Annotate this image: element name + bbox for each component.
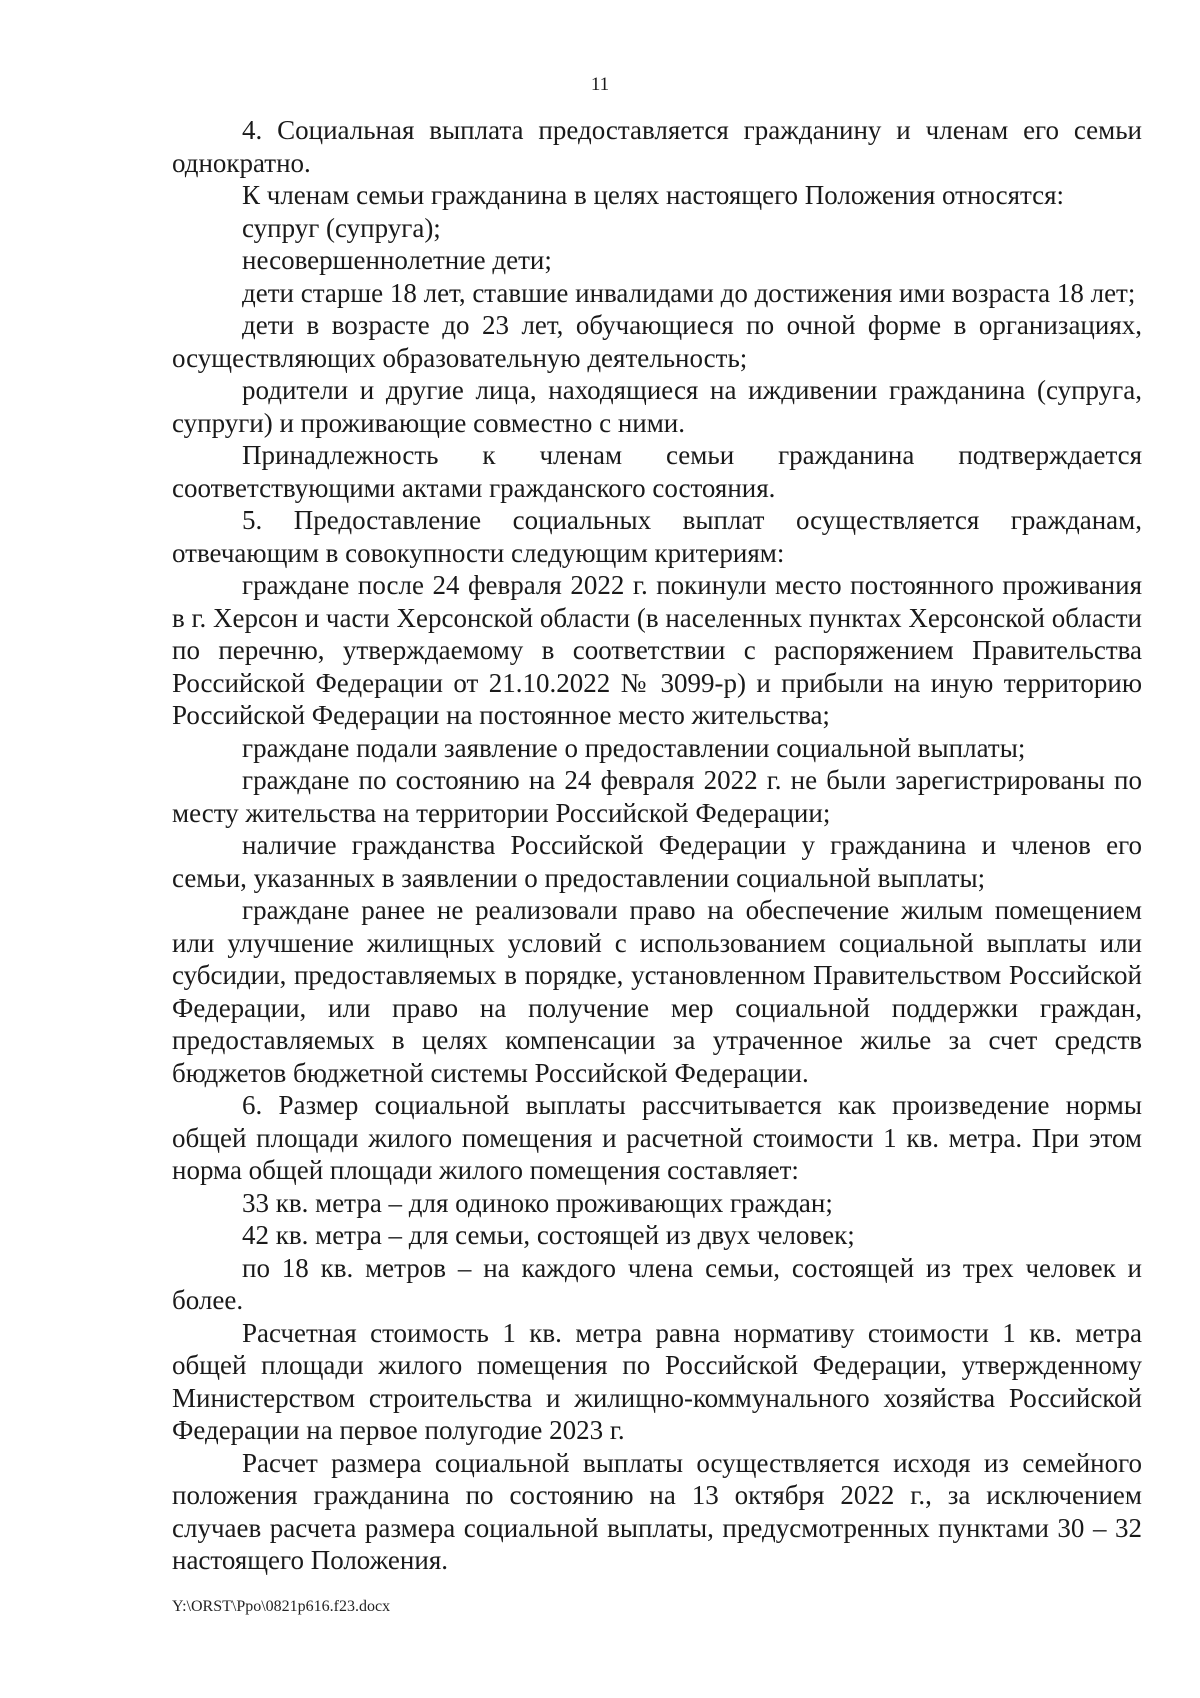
paragraph-membership-confirmation: Принадлежность к членам семьи гражданина подтверждается соответствующими актами гражданского состояния. (172, 440, 1142, 503)
paragraph-dependents: родители и другие лица, находящиеся на иждивении гражданина (супруга, супруги) и проживающие совместно с ними. (172, 375, 1142, 438)
paragraph-family-members-intro: К членам семьи гражданина в целях настоящего Положения относятся: (242, 180, 1065, 210)
paragraph-norm-42: 42 кв. метра – для семьи, состоящей из двух человек; (242, 1220, 855, 1250)
page-number: 11 (590, 74, 610, 95)
paragraph-criterion-citizenship: наличие гражданства Российской Федерации у гражданина и членов его семьи, указанных в заявлении о предоставлении социальной выплаты; (172, 830, 1142, 893)
document-body (172, 114, 1142, 1577)
paragraph-criterion-not-realized: граждане ранее не реализовали право на обеспечение жилым помещением или улучшение жилищных условий с использованием социальной выплаты или субсидии, предоставляемых в порядке, установленном Правительством Российской Федерации, или право на получение мер социальной поддержки граждан, предоставляемых в целях компенсации за утраченное жилье за счет средств бюджетов бюджетной системы Российской Федерации. (172, 895, 1142, 1088)
paragraph-item-5: 5. Предоставление социальных выплат осуществляется гражданам, отвечающим в совокупности следующим критериям: (172, 505, 1142, 568)
paragraph-norm-18: по 18 кв. метров – на каждого члена семьи, состоящей из трех человек и более. (172, 1252, 1142, 1315)
paragraph-calculation-basis: Расчет размера социальной выплаты осуществляется исходя из семейного положения гражданина по состоянию на 13 октября 2022 г., за исключением случаев расчета размера социальной выплаты, предусмотренных пунктами 30 – 32 настоящего Положения. (172, 1447, 1142, 1575)
footer-file-path: Y:\ORST\Ppo\0821p616.f23.docx (172, 1598, 391, 1615)
paragraph-norm-33: 33 кв. метра – для одиноко проживающих граждан; (242, 1187, 833, 1218)
paragraph-disabled-children: дети старше 18 лет, ставшие инвалидами до достижения ими возраста 18 лет; (242, 277, 1136, 308)
paragraph-item-6: 6. Размер социальной выплаты рассчитывается как произведение нормы общей площади жилого помещения и расчетной стоимости 1 кв. метра. При этом норма общей площади жилого помещения составляет: (172, 1090, 1142, 1185)
paragraph-criterion-not-registered: граждане по состоянию на 24 февраля 2022 г. не были зарегистрированы по месту жительства на территории Российской Федерации; (172, 765, 1142, 828)
paragraph-student-children: дети в возрасте до 23 лет, обучающиеся по очной форме в организациях, осуществляющих образовательную деятельность; (172, 310, 1142, 373)
paragraph-criterion-left-kherson: граждане после 24 февраля 2022 г. покинули место постоянного проживания в г. Херсон и части Херсонской области (в населенных пунктах Херсонской области по перечню, утверждаемому в соответствии с распоряжением Правительства Российской Федерации от 21.10.2022 № 3099-р) и прибыли на иную территорию Российской Федерации на постоянное место жительства; (172, 570, 1142, 730)
paragraph-calculated-cost: Расчетная стоимость 1 кв. метра равна нормативу стоимости 1 кв. метра общей площади жилого помещения по Российской Федерации, утвержденному Министерством строительства и жилищно-коммунального хозяйства Российской Федерации на первое полугодие 2023 г. (172, 1317, 1142, 1445)
paragraph-item-4: 4. Социальная выплата предоставляется гражданину и членам его семьи однократно. (172, 115, 1142, 178)
paragraph-spouse: супруг (супруга); (242, 212, 441, 243)
paragraph-minor-children: несовершеннолетние дети; (242, 245, 552, 275)
paragraph-criterion-application: граждане подали заявление о предоставлении социальной выплаты; (242, 732, 1026, 763)
